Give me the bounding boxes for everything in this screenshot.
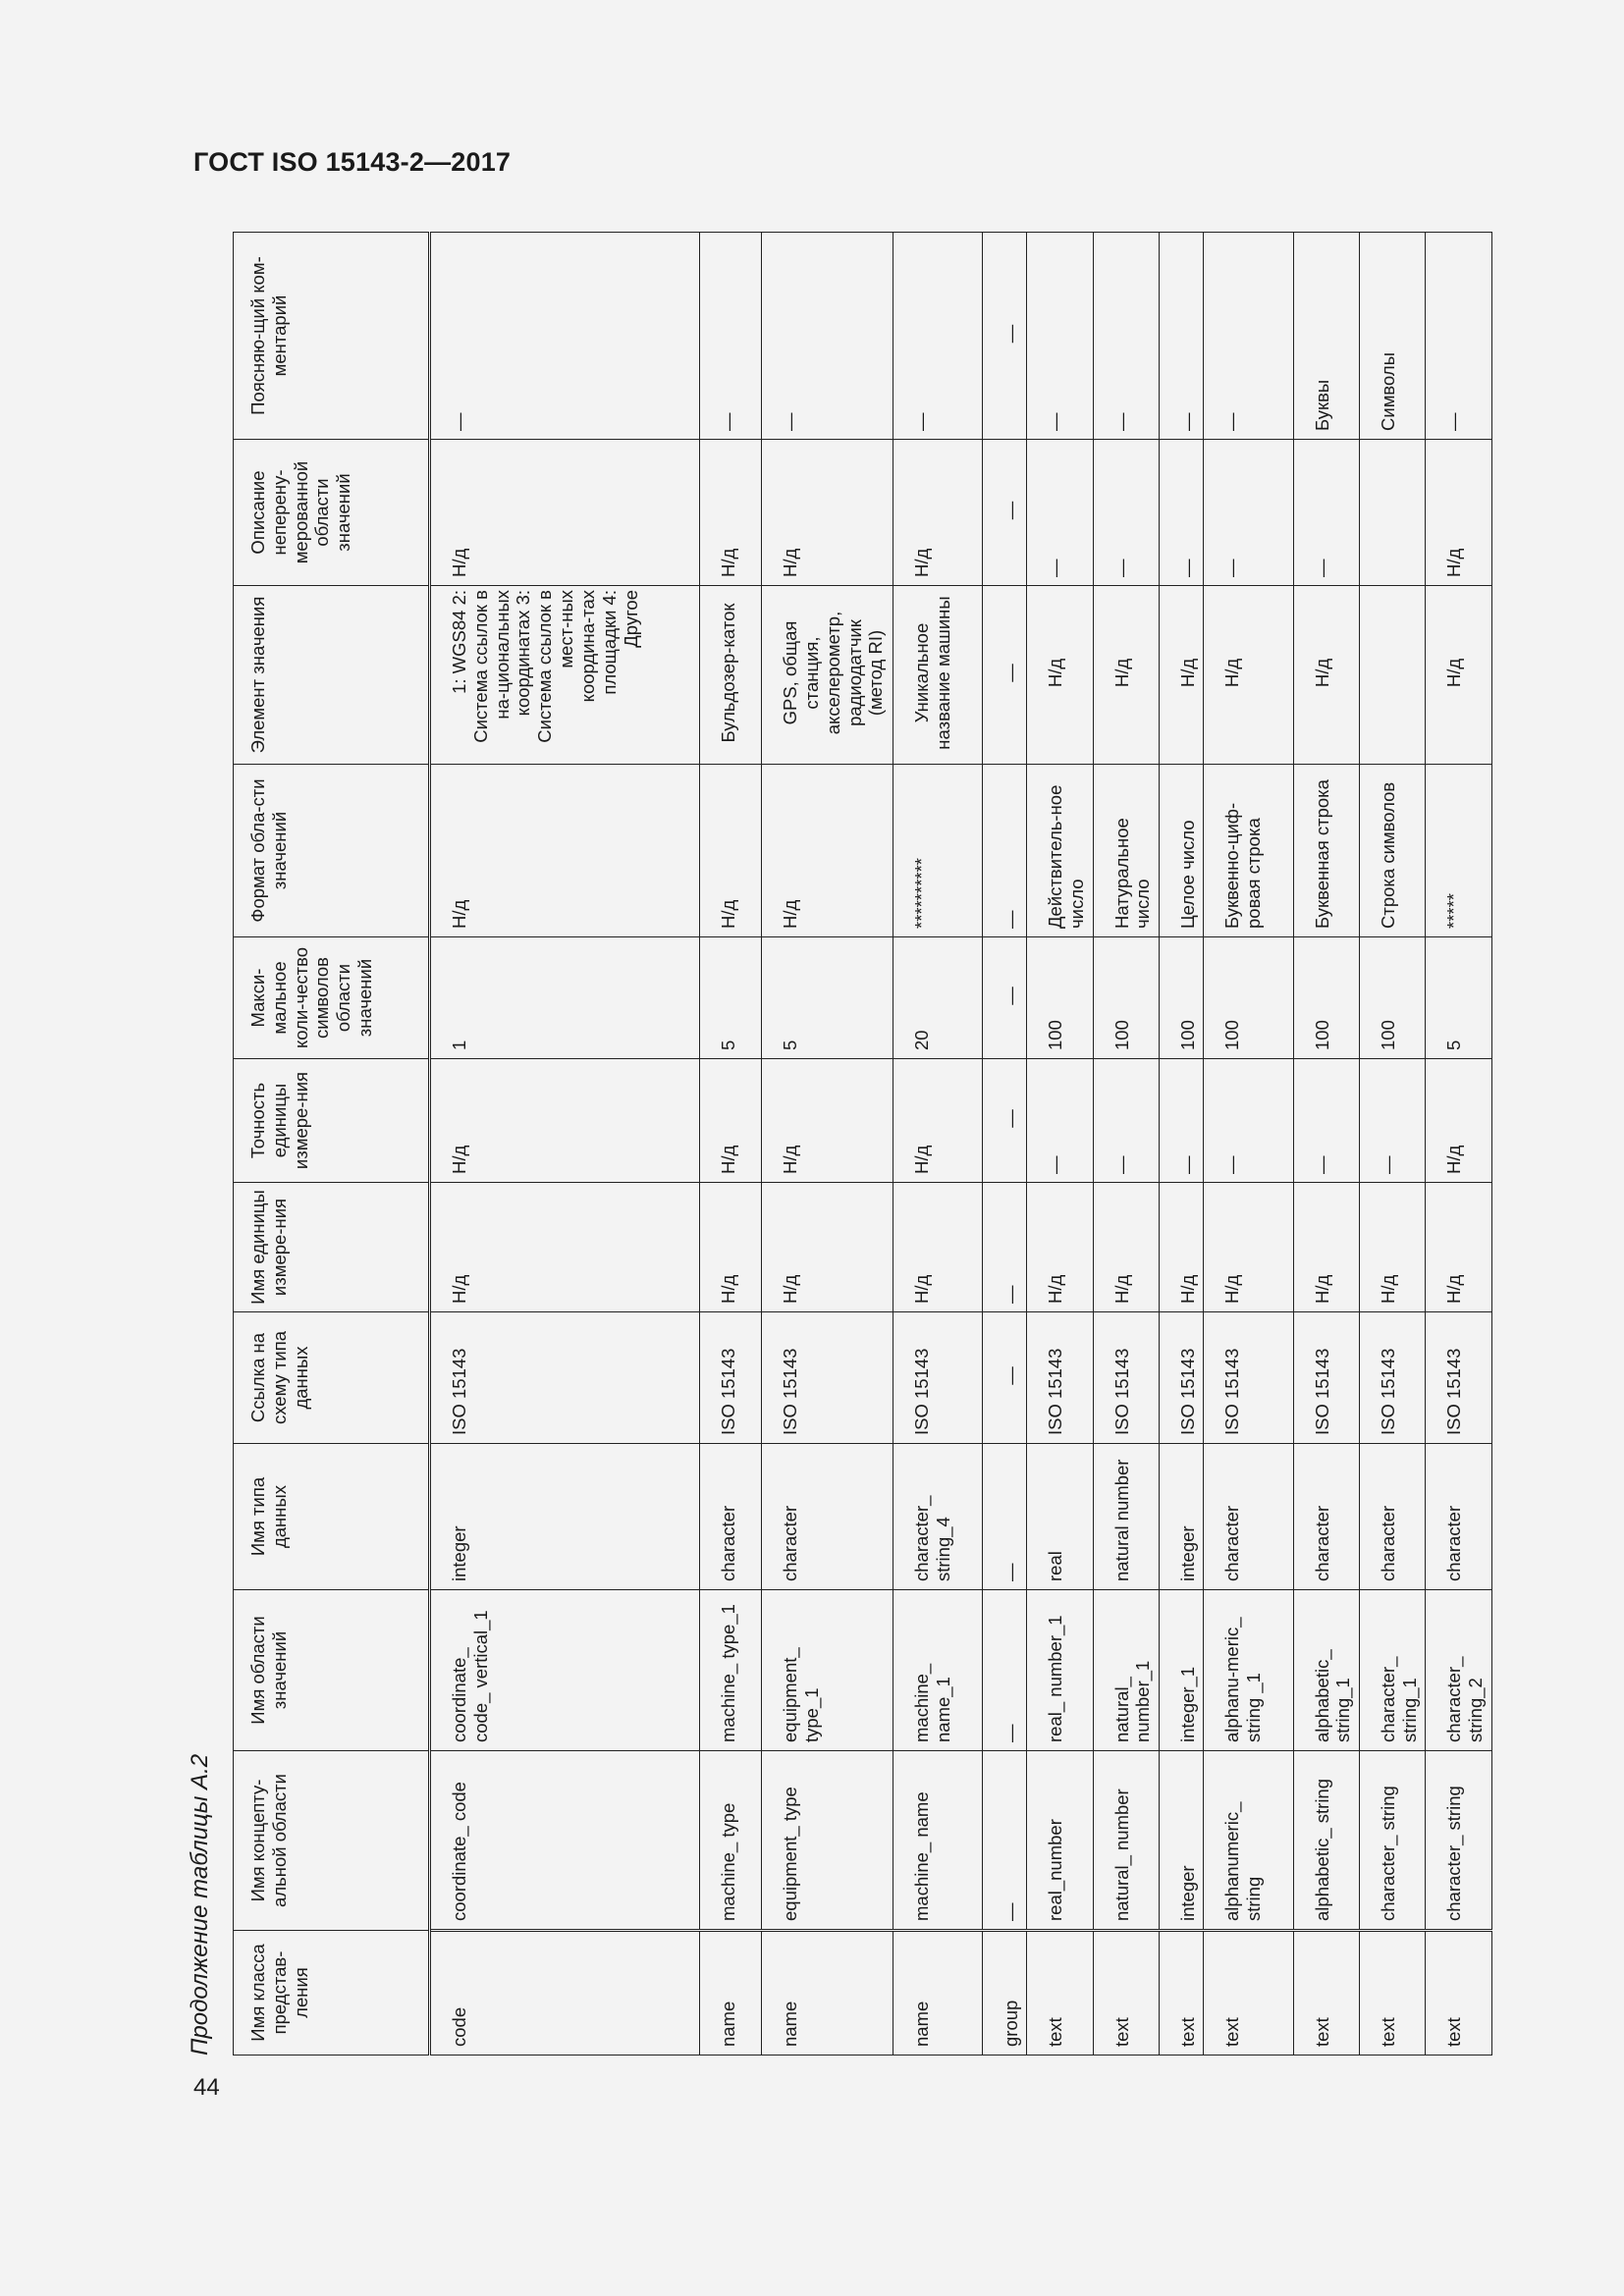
table-cell: — [982,765,1026,937]
table-cell: group [982,1931,1026,2056]
table-cell: real [1027,1444,1093,1590]
table-cell: — [982,586,1026,765]
data-table [233,232,1492,2056]
table-cell: Буквенная строка [1293,765,1359,937]
table-cell: 5 [762,937,893,1059]
rotated-table-container [233,233,1492,2056]
table-cell: machine_ name [893,1751,982,1931]
table-cell: Строка символов [1359,765,1425,937]
table-cell: 5 [1426,937,1492,1059]
table-cell: 1: WGS84 2: Система ссылок в на-циональных координатах 3: Система ссылок в мест-ных координа-тах площадки 4: Другое [430,586,700,765]
column-header: Имя концепту-альной области [234,1751,430,1931]
table-cell: — [982,233,1026,440]
table-cell: machine_ name_1 [893,1590,982,1751]
table-row [1204,233,1293,2056]
table-cell: 100 [1359,937,1425,1059]
column-header: Ссылка на схему типа данных [234,1312,430,1444]
table-cell: 100 [1093,937,1159,1059]
table-row [1293,233,1359,2056]
table-body [430,233,1492,2056]
table-row [982,233,1026,2056]
table-cell: — [982,1312,1026,1444]
table-cell: Н/д [893,1059,982,1183]
table-cell: text [1293,1931,1359,2056]
table-cell: Н/д [1204,586,1293,765]
table-cell: machine_ type_1 [700,1590,762,1751]
table-cell: Н/д [1093,586,1159,765]
column-header: Имя единицы измере-ния [234,1183,430,1312]
table-cell: Н/д [1426,586,1492,765]
table-cell: alphabetic_ string_1 [1293,1590,1359,1751]
column-header: Точность единицы измере-ния [234,1059,430,1183]
table-cell: Буквы [1293,233,1359,440]
table-cell: 5 [700,937,762,1059]
table-cell: Н/д [430,765,700,937]
table-cell: — [982,440,1026,586]
table-cell: ********** [893,765,982,937]
table-cell: Н/д [1160,1183,1204,1312]
table-cell: character_ string [1359,1751,1425,1931]
table-cell: — [1359,1059,1425,1183]
table-cell: Н/д [1359,1183,1425,1312]
table-cell: integer [430,1444,700,1590]
column-header: Поясняю-щий ком-ментарий [234,233,430,440]
table-cell: character [700,1444,762,1590]
table-cell: ISO 15143 [1093,1312,1159,1444]
table-cell: 100 [1160,937,1204,1059]
table-cell: — [1204,233,1293,440]
table-row [762,233,893,2056]
table-caption: Продолжение таблицы А.2 [187,1753,213,2056]
table-cell [1359,586,1425,765]
table-cell: character_ string_1 [1359,1590,1425,1751]
table-cell: code [430,1931,700,2056]
table-row [1027,233,1093,2056]
table-cell: equipment_ type [762,1751,893,1931]
table-cell: Н/д [893,440,982,586]
table-cell [1359,440,1425,586]
table-cell: Н/д [1027,1183,1093,1312]
table-cell: character [1426,1444,1492,1590]
table-cell: Н/д [762,765,893,937]
table-cell: — [1027,440,1093,586]
table-cell: — [1293,1059,1359,1183]
column-header: Имя типа данных [234,1444,430,1590]
table-cell: coordinate_ code [430,1751,700,1931]
table-cell: 1 [430,937,700,1059]
table-cell: text [1359,1931,1425,2056]
table-cell: character_ string_2 [1426,1590,1492,1751]
table-cell: — [1160,440,1204,586]
table-cell: Н/д [1293,1183,1359,1312]
table-cell: alphabetic_ string [1293,1751,1359,1931]
table-cell: integer_1 [1160,1590,1204,1751]
table-cell: — [1293,440,1359,586]
table-cell: Н/д [700,440,762,586]
table-cell: — [982,1183,1026,1312]
table-cell: — [1204,440,1293,586]
table-row [1160,233,1204,2056]
table-cell: equipment_ type_1 [762,1590,893,1751]
table-cell: Н/д [1426,440,1492,586]
table-cell: coordinate_ code_ vertical_1 [430,1590,700,1751]
table-cell: Н/д [700,765,762,937]
table-cell: — [982,1590,1026,1751]
page-number: 44 [193,2074,220,2101]
table-cell: ISO 15143 [430,1312,700,1444]
table-cell: — [982,937,1026,1059]
document-title: ГОСТ ISO 15143-2—2017 [193,147,512,177]
table-cell: ISO 15143 [1160,1312,1204,1444]
table-cell: — [1027,1059,1093,1183]
table-row [1359,233,1425,2056]
table-cell: text [1204,1931,1293,2056]
table-cell: ISO 15143 [1204,1312,1293,1444]
table-cell: real_ number_1 [1027,1590,1093,1751]
table-cell: — [982,1059,1026,1183]
table-cell: — [1204,1059,1293,1183]
table-cell: — [1160,233,1204,440]
table-row [700,233,762,2056]
table-cell: Н/д [1160,586,1204,765]
table-cell: natural_ number_1 [1093,1590,1159,1751]
table-cell: alphanu-meric_ string _1 [1204,1590,1293,1751]
table-cell: 100 [1293,937,1359,1059]
table-cell: Символы [1359,233,1425,440]
table-cell: Натуральное число [1093,765,1159,937]
table-cell: integer [1160,1751,1204,1931]
column-header: Макси-мальное коли-чество символов области значений [234,937,430,1059]
table-cell: — [1093,440,1159,586]
table-cell: 20 [893,937,982,1059]
table-cell: 100 [1027,937,1093,1059]
table-cell: — [1426,233,1492,440]
table-cell: character_ string_4 [893,1444,982,1590]
table-header-row [234,233,430,2056]
table-cell: Целое число [1160,765,1204,937]
table-cell: — [1093,1059,1159,1183]
table-cell: name [762,1931,893,2056]
table-cell: Н/д [430,1059,700,1183]
table-row [430,233,700,2056]
table-cell: text [1093,1931,1159,2056]
table-cell: natural number [1093,1444,1159,1590]
table-cell: — [982,1444,1026,1590]
table-cell: ISO 15143 [1027,1312,1093,1444]
table-cell: text [1027,1931,1093,2056]
table-cell: ISO 15143 [1359,1312,1425,1444]
table-cell: ***** [1426,765,1492,937]
table-row [893,233,982,2056]
table-cell: machine_ type [700,1751,762,1931]
column-header: Описание неперену-мерованной области значений [234,440,430,586]
table-cell: Уникальное название машины [893,586,982,765]
table-cell: natural_ number [1093,1751,1159,1931]
table-cell: ISO 15143 [700,1312,762,1444]
table-cell: ISO 15143 [1293,1312,1359,1444]
table-cell: Н/д [1426,1183,1492,1312]
table-cell: Н/д [762,1059,893,1183]
column-header: Элемент значения [234,586,430,765]
table-cell: integer [1160,1444,1204,1590]
table-cell: Н/д [1093,1183,1159,1312]
table-cell: name [700,1931,762,2056]
table-row [1426,233,1492,2056]
table-cell: Действитель-ное число [1027,765,1093,937]
table-cell: — [982,1751,1026,1931]
table-cell: — [1027,233,1093,440]
table-cell: Н/д [1204,1183,1293,1312]
table-cell: — [700,233,762,440]
table-row [1093,233,1159,2056]
table-cell: — [762,233,893,440]
table-cell: character [762,1444,893,1590]
table-cell: GPS, общая станция, акселерометр, радиодатчик (метод RI) [762,586,893,765]
table-cell: character_ string [1426,1751,1492,1931]
table-cell: — [430,233,700,440]
table-cell: Н/д [762,1183,893,1312]
table-cell: Буквенно-циф-ровая строка [1204,765,1293,937]
table-cell: name [893,1931,982,2056]
table-cell: text [1160,1931,1204,2056]
table-cell: text [1426,1931,1492,2056]
table-cell: Н/д [700,1183,762,1312]
table-cell: Н/д [700,1059,762,1183]
table-cell: — [1160,1059,1204,1183]
table-cell: character [1293,1444,1359,1590]
table-cell: Н/д [1293,586,1359,765]
table-cell: Бульдозер-каток [700,586,762,765]
column-header: Имя класса представ-ления [234,1931,430,2056]
table-cell: Н/д [1426,1059,1492,1183]
table-cell: — [1093,233,1159,440]
column-header: Формат обла-сти значений [234,765,430,937]
table-cell: Н/д [430,440,700,586]
table-cell: alphanumeric_ string [1204,1751,1293,1931]
table-cell: ISO 15143 [1426,1312,1492,1444]
table-cell: Н/д [762,440,893,586]
table-cell: ISO 15143 [893,1312,982,1444]
table-cell: real_number [1027,1751,1093,1931]
table-cell: — [893,233,982,440]
table-cell: Н/д [1027,586,1093,765]
table-cell: Н/д [893,1183,982,1312]
table-cell: character [1359,1444,1425,1590]
table-cell: character [1204,1444,1293,1590]
table-cell: 100 [1204,937,1293,1059]
column-header: Имя области значений [234,1590,430,1751]
table-cell: Н/д [430,1183,700,1312]
table-cell: ISO 15143 [762,1312,893,1444]
